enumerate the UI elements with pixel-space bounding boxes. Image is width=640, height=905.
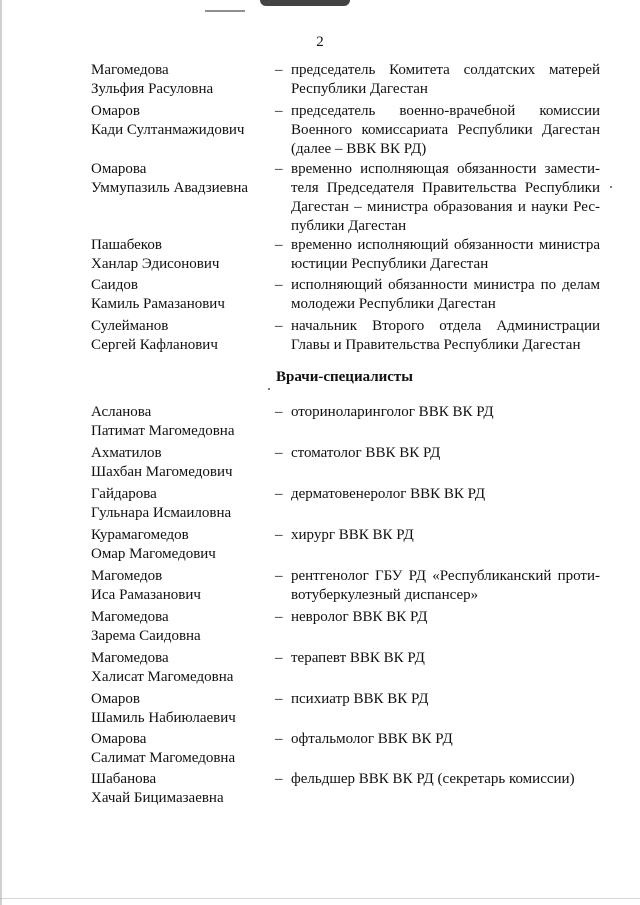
given-names: Шахбан Магомедович [91, 464, 233, 480]
description-line: теля Председателя Правительства Республики [291, 180, 600, 196]
surname: Пашабеков [91, 237, 162, 253]
dash-separator: – [275, 650, 283, 666]
description-line: (далее – ВВК ВК РД) [291, 141, 427, 157]
surname: Омарова [91, 731, 147, 747]
position-description [291, 403, 600, 422]
person-name [91, 526, 266, 564]
surname: Шабанова [91, 771, 157, 787]
surname: Гайдарова [91, 486, 157, 502]
person-name [91, 770, 266, 808]
position-description [291, 317, 600, 355]
description-line: офтальмолог ВВК ВК РД [291, 731, 453, 747]
person-name [91, 649, 266, 687]
position-description [291, 608, 600, 627]
given-names: Гульнара Исмаиловна [91, 505, 232, 521]
given-names: Иса Рамазанович [91, 587, 201, 603]
dash-separator: – [275, 527, 283, 543]
given-names: Уммупазиль Авадзиевна [91, 180, 249, 196]
position-description [291, 444, 600, 463]
dash-separator: – [275, 486, 283, 502]
description-line: Военного комиссариата Республики Дагестан [291, 122, 600, 138]
dash-separator: – [275, 318, 283, 334]
description-line: временно исполняющий обязанности министра [291, 237, 600, 253]
description-line: стоматолог ВВК ВК РД [291, 445, 441, 461]
person-name [91, 317, 266, 355]
person-name [91, 485, 266, 523]
position-description [291, 485, 600, 504]
dash-separator: – [275, 731, 283, 747]
surname: Омарова [91, 161, 147, 177]
surname: Ахматилов [91, 445, 162, 461]
person-name [91, 730, 266, 768]
given-names: Ханлар Эдисонович [91, 256, 220, 272]
surname: Магомедова [91, 609, 169, 625]
person-name [91, 403, 266, 441]
position-description [291, 526, 600, 545]
description-line: хирург ВВК ВК РД [291, 527, 414, 543]
position-description [291, 690, 600, 709]
position-description [291, 160, 600, 236]
given-names: Сергей Кафланович [91, 337, 218, 353]
description-line: временно исполняющая обязанности замести- [291, 161, 600, 177]
description-line: начальник Второго отдела Администрации [291, 318, 600, 334]
given-names: Камиль Рамазанович [91, 296, 225, 312]
given-names: Кади Султанмажидович [91, 122, 245, 138]
dash-separator: – [275, 691, 283, 707]
scan-artifact-mark [205, 10, 245, 12]
surname: Омаров [91, 103, 140, 119]
dash-separator: – [275, 609, 283, 625]
description-line: исполняющий обязанности министра по делам [291, 277, 600, 293]
position-description [291, 61, 600, 99]
description-line: оториноларинголог ВВК ВК РД [291, 404, 494, 420]
given-names: Салимат Магомедовна [91, 750, 236, 766]
scan-edge-left [0, 0, 2, 905]
given-names: Омар Магомедович [91, 546, 216, 562]
given-names: Патимат Магомедовна [91, 423, 235, 439]
scan-edge-bottom [0, 898, 640, 899]
surname: Курамагомедов [91, 527, 189, 543]
description-line: юстиции Республики Дагестан [291, 256, 489, 272]
description-line: председатель Комитета солдатских матерей [291, 62, 600, 78]
dash-separator: – [275, 161, 283, 177]
scan-speck [610, 186, 612, 188]
surname: Саидов [91, 277, 138, 293]
position-description [291, 102, 600, 159]
description-line: Главы и Правительства Республики Дагестан [291, 337, 581, 353]
position-description [291, 236, 600, 274]
description-line: невролог ВВК ВК РД [291, 609, 428, 625]
description-line: председатель военно-врачебной комиссии [291, 103, 600, 119]
surname: Магомедов [91, 568, 163, 584]
person-name [91, 61, 266, 99]
scan-artifact-top [260, 0, 350, 6]
description-line: молодежи Республики Дагестан [291, 296, 496, 312]
position-description [291, 770, 600, 789]
description-line: рентгенолог ГБУ РД «Республиканский проти- [291, 568, 600, 584]
person-name [91, 160, 266, 198]
description-line: Дагестан – министра образования и науки Рес- [291, 199, 600, 215]
surname: Магомедова [91, 62, 169, 78]
given-names: Халисат Магомедовна [91, 669, 234, 685]
given-names: Зарема Саидовна [91, 628, 201, 644]
dash-separator: – [275, 404, 283, 420]
person-name [91, 608, 266, 646]
dash-separator: – [275, 277, 283, 293]
description-line: Республики Дагестан [291, 81, 428, 97]
scan-speck [268, 388, 270, 390]
dash-separator: – [275, 771, 283, 787]
surname: Омаров [91, 691, 140, 707]
position-description [291, 649, 600, 668]
dash-separator: – [275, 62, 283, 78]
person-name [91, 102, 266, 140]
surname: Сулейманов [91, 318, 169, 334]
position-description [291, 730, 600, 749]
surname: Асланова [91, 404, 152, 420]
description-line: дерматовенеролог ВВК ВК РД [291, 486, 486, 502]
given-names: Шамиль Набиюлаевич [91, 710, 236, 726]
description-line: терапевт ВВК ВК РД [291, 650, 425, 666]
person-name [91, 690, 266, 728]
person-name [91, 444, 266, 482]
description-line: фельдшер ВВК ВК РД (секретарь комиссии) [291, 771, 575, 787]
person-name [91, 567, 266, 605]
description-line: психиатр ВВК ВК РД [291, 691, 429, 707]
description-line: публики Дагестан [291, 218, 407, 234]
person-name [91, 236, 266, 274]
description-line: вотуберкулезный диспансер» [291, 587, 479, 603]
section-title: Врачи-специалисты [276, 369, 414, 385]
dash-separator: – [275, 103, 283, 119]
person-name [91, 276, 266, 314]
position-description [291, 276, 600, 314]
dash-separator: – [275, 568, 283, 584]
dash-separator: – [275, 445, 283, 461]
given-names: Зульфия Расуловна [91, 81, 214, 97]
dash-separator: – [275, 237, 283, 253]
position-description [291, 567, 600, 605]
surname: Магомедова [91, 650, 169, 666]
page-number: 2 [316, 34, 324, 50]
given-names: Хачай Бицимазаевна [91, 790, 224, 806]
